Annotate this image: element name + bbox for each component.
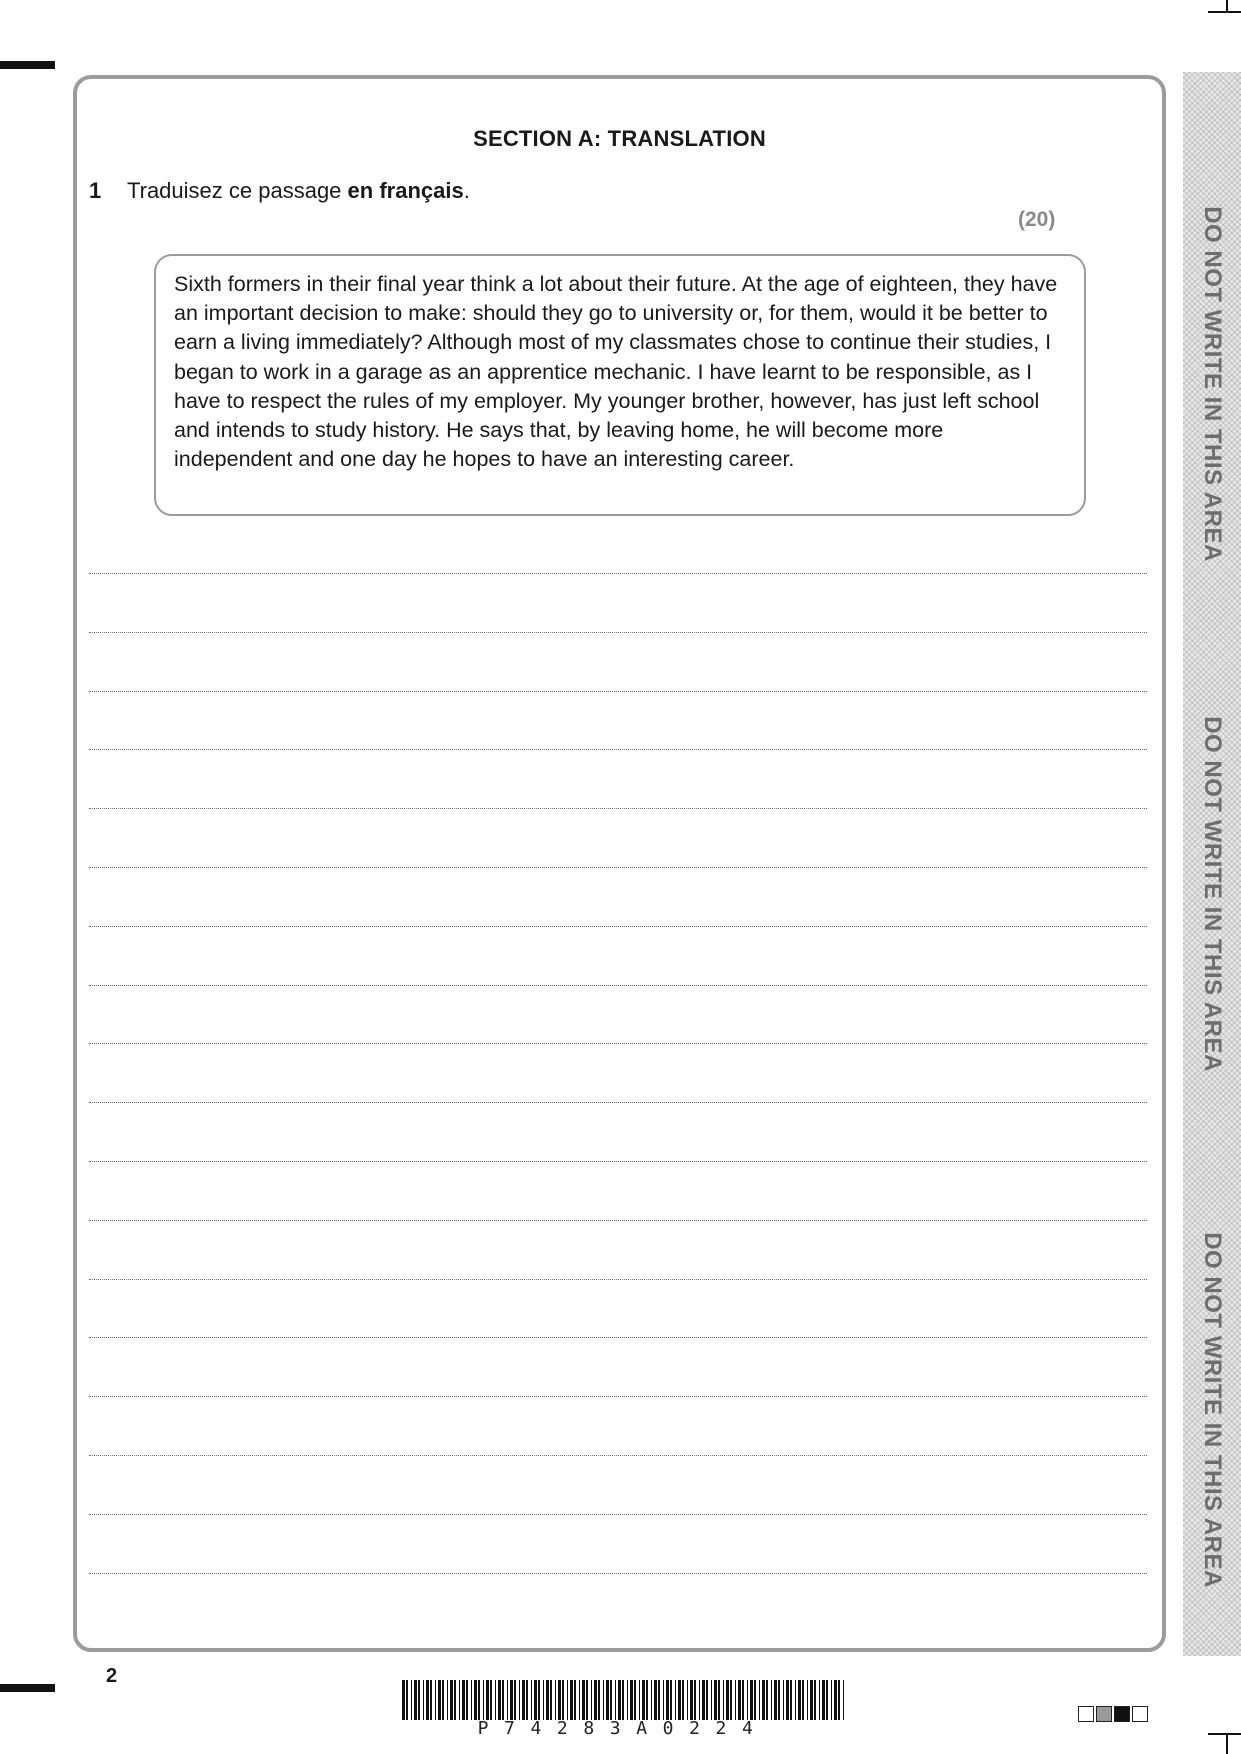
section-title: SECTION A: TRANSLATION (473, 126, 766, 151)
barcode-bar (670, 1680, 672, 1720)
question-instruction (127, 178, 470, 204)
barcode-bar (654, 1680, 657, 1720)
barcode-bar (831, 1680, 832, 1720)
answer-line[interactable] (89, 1396, 1147, 1455)
barcode-bar (586, 1680, 588, 1720)
barcode-bar (402, 1680, 405, 1720)
barcode-bar (786, 1680, 789, 1720)
answer-line[interactable] (89, 1337, 1147, 1396)
barcode-bar (555, 1680, 556, 1720)
answer-lines[interactable] (89, 573, 1147, 1631)
barcode-bar (430, 1680, 432, 1720)
page-indicator-square (1114, 1706, 1130, 1722)
barcode-bar (495, 1680, 496, 1720)
barcode-bar (486, 1680, 489, 1720)
answer-line[interactable] (89, 1220, 1147, 1279)
barcode-bar (802, 1680, 804, 1720)
barcode-bar (438, 1680, 441, 1720)
barcode-bar (466, 1680, 468, 1720)
barcode-bar (534, 1680, 537, 1720)
barcode-bar (579, 1680, 580, 1720)
barcode-bar (447, 1680, 448, 1720)
instruction-emphasis: en français (347, 178, 464, 203)
passage-box (154, 254, 1086, 516)
barcode-bar (546, 1680, 549, 1720)
registration-mark-top (0, 61, 55, 69)
crop-mark-top (1208, 11, 1241, 13)
answer-line[interactable] (89, 1279, 1147, 1338)
barcode-bar (435, 1680, 436, 1720)
barcode-bar (558, 1680, 561, 1720)
question-number: 1 (89, 178, 102, 203)
barcode-bar (507, 1680, 508, 1720)
barcode-bar (406, 1680, 408, 1720)
barcode-bar (567, 1680, 568, 1720)
answer-line[interactable] (89, 1102, 1147, 1161)
barcode-bar (574, 1680, 576, 1720)
barcode-bar (819, 1680, 820, 1720)
barcode-bar (834, 1680, 837, 1720)
barcode-bar (774, 1680, 777, 1720)
barcode-bar (694, 1680, 696, 1720)
barcode-bar (426, 1680, 429, 1720)
answer-line[interactable] (89, 1161, 1147, 1220)
barcode-bar (522, 1680, 525, 1720)
answer-line[interactable] (89, 1514, 1147, 1573)
barcode-bar (502, 1680, 504, 1720)
barcode-bar (618, 1680, 621, 1720)
barcode-bar (747, 1680, 748, 1720)
barcode-bar (702, 1680, 705, 1720)
answer-line[interactable] (89, 926, 1147, 985)
answer-line[interactable] (89, 1455, 1147, 1514)
barcode-bar (462, 1680, 465, 1720)
crop-mark-bottom-vertical (1226, 1733, 1228, 1754)
answer-line[interactable] (89, 573, 1147, 632)
barcode-bar (706, 1680, 708, 1720)
barcode-bar (450, 1680, 453, 1720)
barcode-bar (498, 1680, 501, 1720)
answer-line[interactable] (89, 691, 1147, 750)
barcode-bar (519, 1680, 520, 1720)
barcode-bar (543, 1680, 544, 1720)
page-indicator-square (1132, 1706, 1148, 1722)
barcode-bar (778, 1680, 780, 1720)
barcode-bar (634, 1680, 636, 1720)
barcode-bar (843, 1680, 844, 1720)
instruction-end: . (463, 178, 470, 203)
barcode-bar (490, 1680, 492, 1720)
marks-available: (20) (1018, 208, 1056, 231)
barcode-bar (810, 1680, 813, 1720)
barcode-bar (711, 1680, 712, 1720)
instruction-text: Traduisez ce passage (127, 178, 348, 203)
answer-line[interactable] (89, 1043, 1147, 1102)
barcode-bar (798, 1680, 801, 1720)
crop-mark-bottom (1208, 1733, 1241, 1735)
crop-mark-top-vertical (1226, 0, 1228, 13)
barcode-bar (538, 1680, 540, 1720)
barcode-bar (651, 1680, 652, 1720)
barcode-bar (442, 1680, 444, 1720)
barcode-bar (783, 1680, 784, 1720)
barcode-bar (762, 1680, 765, 1720)
barcode-bar (714, 1680, 717, 1720)
margin-warning-bottom: DO NOT WRITE IN THIS AREA (1199, 1232, 1226, 1588)
passage-text: Sixth formers in their final year think a lot about their future. At the age of eighteen, they have an important decision to make: should they go to university or, for them, would it be better to earn a living immediately? Although most of my classmates chose to continue their studies, I began to work in a garage as an apprentice mechanic. I have learnt to be responsible, as I have to respect the rules of my employer. My younger brother, however, has just left school and intends to study history. He says that, by leaving home, he will become more independent and one day he hopes to have an interesting career. (174, 272, 1058, 472)
margin-warning-middle: DO NOT WRITE IN THIS AREA (1199, 716, 1226, 1072)
barcode-bar (622, 1680, 624, 1720)
barcode-bar (418, 1680, 420, 1720)
barcode-bar (666, 1680, 669, 1720)
answer-line[interactable] (89, 808, 1147, 867)
barcode-text: P74283A0224 (477, 1718, 769, 1739)
barcode-bar (838, 1680, 840, 1720)
answer-line[interactable] (89, 867, 1147, 926)
barcode-bar (483, 1680, 484, 1720)
barcode-bar (531, 1680, 532, 1720)
page-number: 2 (106, 1665, 118, 1687)
barcode-bar (790, 1680, 792, 1720)
barcode-bar (639, 1680, 640, 1720)
barcode-bar (606, 1680, 609, 1720)
barcode-bar (795, 1680, 796, 1720)
barcode-bar (750, 1680, 753, 1720)
barcode-bar (454, 1680, 456, 1720)
barcode-bar (814, 1680, 816, 1720)
barcode-bar (630, 1680, 633, 1720)
barcode-bar (610, 1680, 612, 1720)
barcode-bar (754, 1680, 756, 1720)
barcode-bar (594, 1680, 597, 1720)
answer-line[interactable] (89, 632, 1147, 691)
barcode-bar (603, 1680, 604, 1720)
barcode-bar (822, 1680, 825, 1720)
barcode-bar (642, 1680, 645, 1720)
barcode-bar (414, 1680, 417, 1720)
barcode-bar (459, 1680, 460, 1720)
page-indicator (1078, 1706, 1148, 1722)
registration-mark-bottom (0, 1684, 55, 1692)
barcode-bar (738, 1680, 741, 1720)
barcode-bar (771, 1680, 772, 1720)
barcode-bar (562, 1680, 564, 1720)
barcode (402, 1680, 844, 1720)
barcode-bar (723, 1680, 724, 1720)
barcode-bar (514, 1680, 516, 1720)
barcode-bar (582, 1680, 585, 1720)
barcode-bar (759, 1680, 760, 1720)
barcode-bar (471, 1680, 472, 1720)
barcode-bar (423, 1680, 424, 1720)
barcode-bar (682, 1680, 684, 1720)
barcode-bar (526, 1680, 528, 1720)
barcode-bar (690, 1680, 693, 1720)
barcode-bar (663, 1680, 664, 1720)
barcode-bar (615, 1680, 616, 1720)
barcode-bar (675, 1680, 676, 1720)
barcode-bar (570, 1680, 573, 1720)
barcode-bar (478, 1680, 480, 1720)
barcode-bar (550, 1680, 552, 1720)
barcode-bar (807, 1680, 808, 1720)
answer-line[interactable] (89, 1573, 1147, 1632)
barcode-bar (678, 1680, 681, 1720)
page-indicator-square (1078, 1706, 1094, 1722)
barcode-bar (411, 1680, 412, 1720)
barcode-bar (726, 1680, 729, 1720)
margin-warning-top: DO NOT WRITE IN THIS AREA (1199, 206, 1226, 562)
barcode-bar (699, 1680, 700, 1720)
page-indicator-square (1096, 1706, 1112, 1722)
barcode-bar (646, 1680, 648, 1720)
barcode-bar (591, 1680, 592, 1720)
barcode-bar (687, 1680, 688, 1720)
barcode-bar (766, 1680, 768, 1720)
barcode-bar (718, 1680, 720, 1720)
barcode-bar (826, 1680, 828, 1720)
barcode-bar (735, 1680, 736, 1720)
barcode-bar (598, 1680, 600, 1720)
answer-line[interactable] (89, 749, 1147, 808)
barcode-bar (730, 1680, 732, 1720)
barcode-bar (510, 1680, 513, 1720)
barcode-bar (658, 1680, 660, 1720)
barcode-bar (474, 1680, 477, 1720)
answer-line[interactable] (89, 985, 1147, 1044)
barcode-bar (742, 1680, 744, 1720)
barcode-bar (627, 1680, 628, 1720)
